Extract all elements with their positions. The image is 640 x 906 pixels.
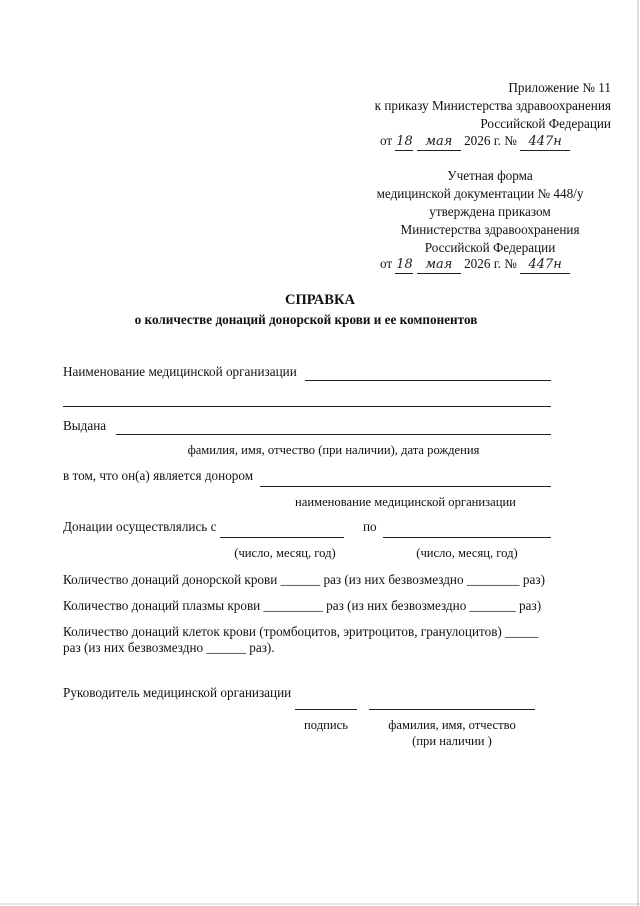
form-info-line-5: Российской Федерации [424,240,556,255]
cells-count-line-1: Количество донаций клеток крови (тромбоцитов, эритроцитов, гранулоцитов) _____ [63,624,539,639]
donations-to-line[interactable] [383,537,551,538]
donations-from-line[interactable] [220,537,344,538]
org-name-line-2[interactable] [63,406,551,407]
date-caption-to: (число, месяц, год) [416,546,518,560]
appendix-date-month: мая [417,134,461,151]
donor-label: в том, что он(а) является донором [63,468,254,483]
appendix-date-year: 2026 г. № [464,133,517,148]
donations-from-label: Донации осуществлялись с [63,519,217,534]
appendix-line-3: Российской Федерации [480,116,611,131]
form-info-date-prefix: от [380,256,393,271]
issued-caption: фамилия, имя, отчество (при наличии), дата рождения [187,443,480,457]
document-subtitle: о количестве донаций донорской крови и ее компонентов [134,312,478,327]
name-caption-line-1: фамилия, имя, отчество [388,718,516,732]
cells-count-line-2: раз (из них безвозмездно ______ раз). [63,640,275,655]
form-info-line-3: утверждена приказом [429,204,551,219]
appendix-date [380,133,570,151]
signature-line[interactable] [295,709,357,710]
signature-caption: подпись [304,718,348,732]
head-label: Руководитель медицинской организации [63,685,292,700]
org-name-label: Наименование медицинской организации [63,364,297,379]
name-line[interactable] [369,709,535,710]
form-info-date-year: 2026 г. № [464,256,517,271]
form-info-date-day: 18 [396,257,413,272]
form-info-line-2: медицинской документации № 448/у [376,186,584,201]
form-info-date-number: 447н [520,257,570,274]
form-info-date [380,256,570,274]
blood-count-line: Количество донаций донорской крови ______ раз (из них безвозмездно ________ раз) [63,572,545,587]
appendix-date-prefix: от [380,133,393,148]
form-info-line-1: Учетная форма [447,168,533,183]
form-info-date-month: мая [417,257,461,274]
issued-line[interactable] [116,434,551,435]
appendix-date-number: 447н [520,134,570,151]
appendix-date-day: 18 [396,134,413,149]
appendix-line-1: Приложение № 11 [508,80,611,95]
donations-to-label: по [363,519,377,534]
form-info-line-4: Министерства здравоохранения [400,222,580,237]
document-title: СПРАВКА [285,292,355,308]
appendix-line-2: к приказу Министерства здравоохранения [374,98,611,113]
issued-label: Выдана [63,418,107,433]
plasma-count-line: Количество донаций плазмы крови _________ раз (из них безвозмездно _______ раз) [63,598,542,613]
org-name-line[interactable] [305,380,551,381]
date-caption-from: (число, месяц, год) [234,546,336,560]
donor-line[interactable] [260,486,551,487]
name-caption-line-2: (при наличии ) [412,734,492,748]
donor-caption: наименование медицинской организации [295,495,516,509]
